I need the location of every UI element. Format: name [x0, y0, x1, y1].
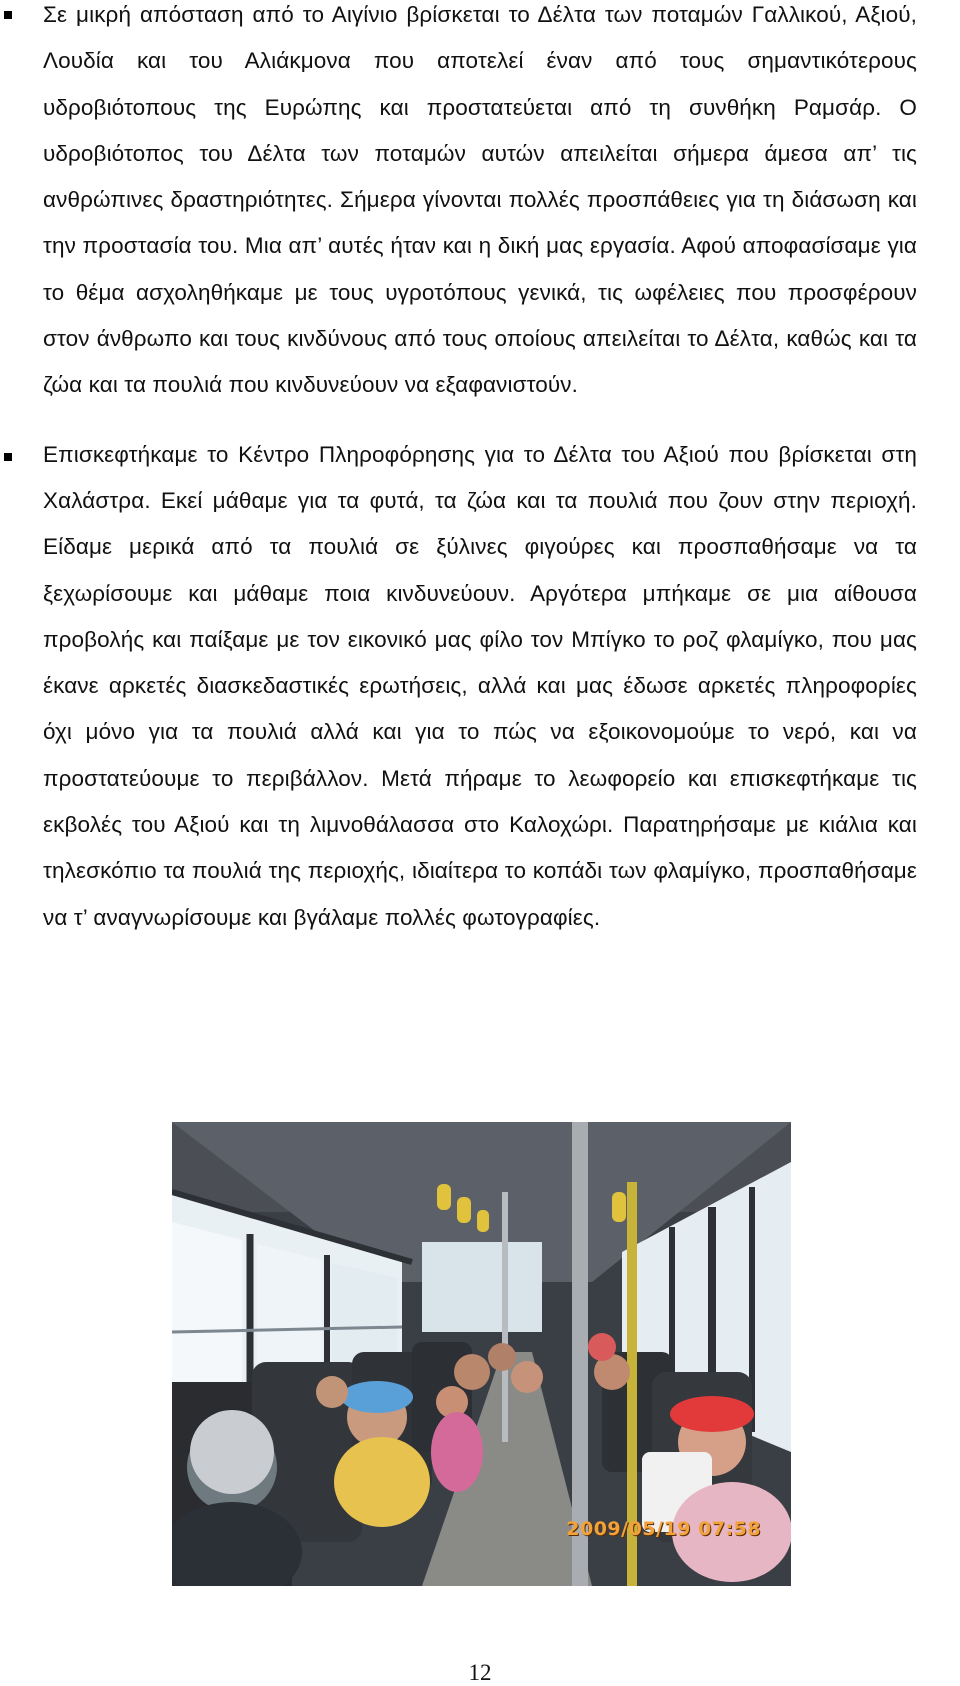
- list-item: [0, 440, 917, 949]
- bus-interior-image: [172, 1122, 791, 1586]
- paragraph-visit: Επισκεφτήκαμε το Κέντρο Πληροφόρησης για το Δέλτα του Αξιού που βρίσκεται στη Χαλάστρα. Εκεί μάθαμε για τα φυτά, τα ζώα και τα πουλιά που ζουν στην περιοχή. Είδαμε μερικά από τα πουλιά σε ξύλινες φιγούρες και προσπαθήσαμε να τα ξεχωρίσουμε και μάθαμε ποια κινδυνεύουν. Αργότερα μπήκαμε σε μια αίθουσα προβολής και παίξαμε με τον εικονικό μας φίλο τον Μπίγκο το ροζ φλαμίγκο, που μας έκανε αρκετές διασκεδαστικές ερωτήσεις, αλλά και μας έδωσε αρκετές πληροφορίες όχι μόνο για τα πουλιά αλλά και για το πώς να εξοικονομούμε το νερό, και να προστατεύουμε το περιβάλλον. Μετά πήραμε το λεωφορείο και επισκεφτήκαμε τις εκβολές του Αξιού και τη λιμνοθάλασσα στο Καλοχώρι. Παρατηρήσαμε με κιάλια και τηλεσκόπιο τα πουλιά της περιοχής, ιδιαίτερα το κοπάδι των φλαμίγκο, προσπαθήσαμε να τ’ αναγνωρίσουμε και βγάλαμε πολλές φωτογραφίες.: [43, 441, 917, 930]
- bus-photo: [172, 1122, 791, 1586]
- photo-timestamp: 2009/05/19 07:58: [566, 1518, 761, 1540]
- square-bullet-icon: [4, 453, 12, 461]
- page-number: 12: [468, 1660, 492, 1685]
- list-item: [0, 0, 917, 417]
- paragraph-delta-intro: Σε μικρή απόσταση από το Αιγίνιο βρίσκεται το Δέλτα των ποταμών Γαλλικού, Αξιού, Λουδία και του Αλιάκμονα που αποτελεί έναν από τους σημαντικότερους υδροβιότοπους της Ευρώπης και προστατεύεται από τη συνθήκη Ραμσάρ. Ο υδροβιότοπος του Δέλτα των ποταμών αυτών απειλείται σήμερα άμεσα απ’ τις ανθρώπινες δραστηριότητες. Σήμερα γίνονται πολλές προσπάθειες για τη διάσωση και την προστασία του. Μια απ’ αυτές ήταν και η δική μας εργασία. Αφού αποφασίσαμε για το θέμα ασχοληθήκαμε με τους υγροτόπους γενικά, τις ωφέλειες που προσφέρουν στον άνθρωπο και τους κινδύνους από τους οποίους απειλείται το Δέλτα, καθώς και τα ζώα και τα πουλιά που κινδυνεύουν να εξαφανιστούν.: [43, 2, 917, 398]
- square-bullet-icon: [4, 11, 12, 19]
